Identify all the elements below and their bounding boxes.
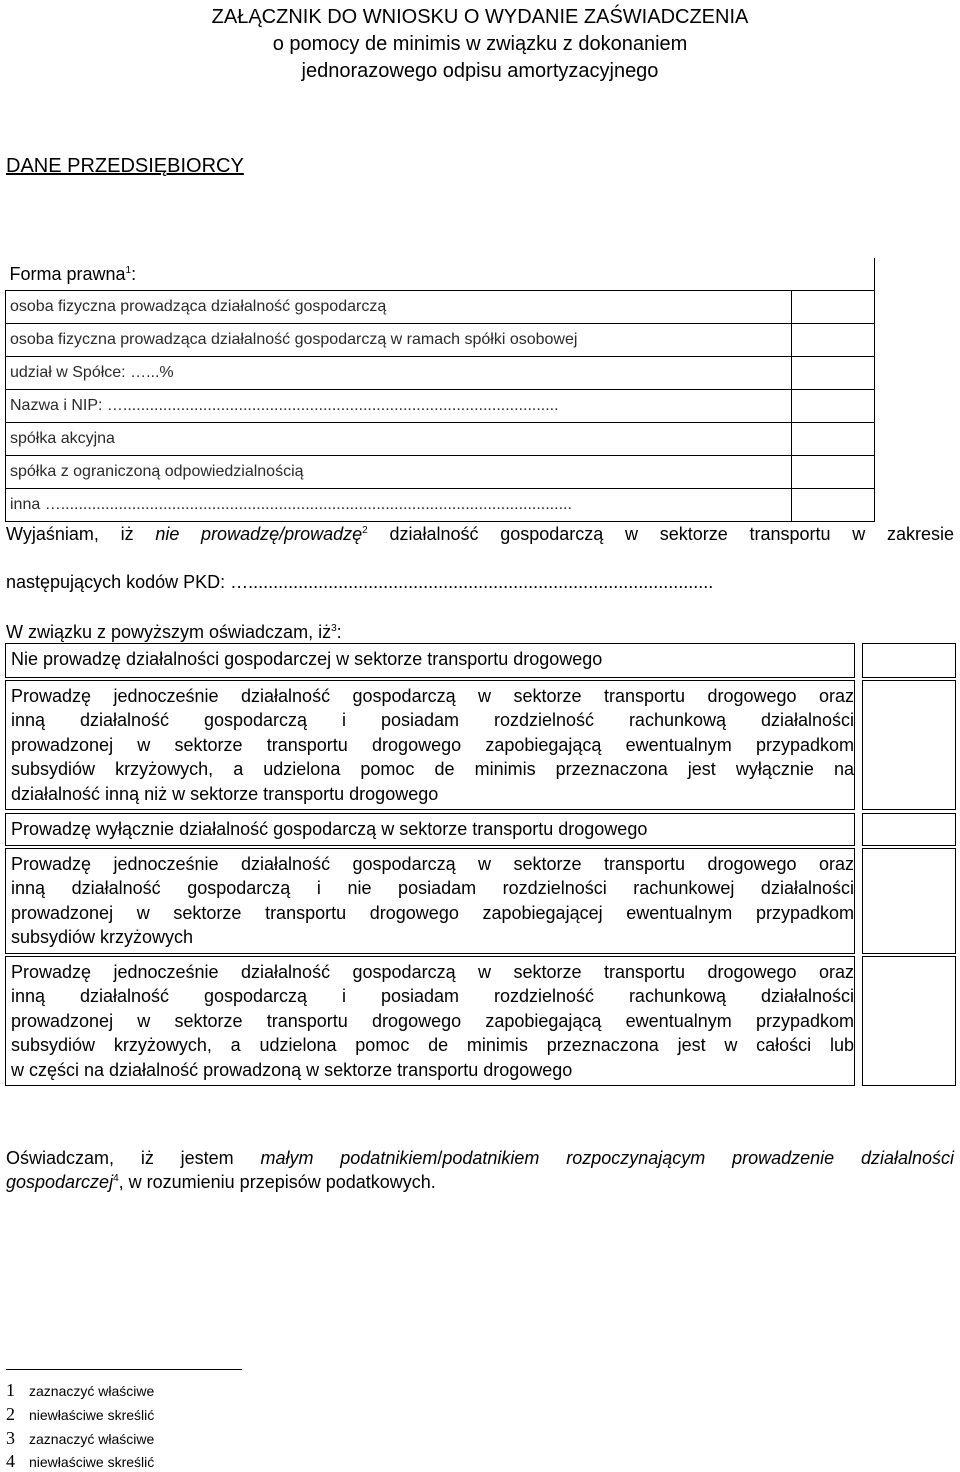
legal-form-checkbox[interactable] [792, 489, 875, 522]
declaration-checkbox-2[interactable] [862, 680, 956, 810]
pkd-codes-field[interactable]: następujących kodów PKD: …............................................................................................. [6, 572, 714, 592]
legal-form-option: spółka akcyjna [6, 423, 792, 456]
legal-form-option: spółka z ograniczoną odpowiedzialnością [6, 456, 792, 489]
document-title-line-1: ZAŁĄCZNIK DO WNIOSKU O WYDANIE ZAŚWIADCZENIA [211, 6, 749, 28]
declaration-checkbox-5[interactable] [862, 956, 956, 1086]
footnote-separator [6, 1369, 242, 1370]
legal-form-label: Forma prawna$^1$: [6, 258, 875, 291]
strike-option-text: nie prowadzę/prowadzę [155, 524, 363, 544]
footnote-1: 1 zaznaczyć właściwe [6, 1380, 155, 1400]
transport-statement-line-1: Wyjaśniam, iż nie prowadzę/prowadzę$^2$ działalność gospodarczą w sektorze transportu w zakresie [6, 524, 954, 544]
declaration-option-4: Prowadzę jednocześnie działalność gospodarczą w sektorze transportu drogowego oraz inną działalność gospodarczą i nie posiadam rozdzielności rachunkowej działalności prowadzonej w sektorze transportu drogowego zapobiegającej ewentualnym przypadkom subsydiów krzyżowych [5, 848, 855, 954]
taxpayer-option-small: małym podatnikiem [260, 1148, 438, 1168]
legal-form-option: osoba fizyczna prowadząca działalność gospodarczą w ramach spółki osobowej [6, 324, 792, 357]
footnote-3: 3 zaznaczyć właściwe [6, 1428, 155, 1448]
declaration-checkbox-3[interactable] [862, 813, 956, 846]
declaration-checkbox-1[interactable] [862, 643, 956, 678]
footnote-ref-1: 1 [125, 264, 132, 276]
declaration-intro: W związku z powyższym oświadczam, $iż^3$: [6, 622, 342, 642]
legal-form-checkbox[interactable] [792, 390, 875, 423]
document-title-line-2: o pomocy de minimis w związku z dokonaniem [272, 33, 688, 55]
legal-form-option: osoba fizyczna prowadząca działalność gospodarczą [6, 291, 792, 324]
taxpayer-option-starting: podatnikiem rozpoczynającym prowadzenie działalności [442, 1148, 955, 1168]
legal-form-checkbox[interactable] [792, 423, 875, 456]
taxpayer-statement-line-1: Oświadczam, iż jestem małym podatnikiem/podatnikiem rozpoczynającym prowadzenie działalności [6, 1148, 955, 1168]
footnote-4: 4 niewłaściwe skreślić [6, 1451, 155, 1471]
legal-form-checkbox[interactable] [792, 357, 875, 390]
declaration-option-1: Nie prowadzę działalności gospodarczej w sektorze transportu drogowego [5, 643, 855, 678]
legal-form-checkbox[interactable] [792, 291, 875, 324]
share-in-company-field[interactable]: udział w Spółce: …...% [6, 357, 792, 390]
legal-form-checkbox[interactable] [792, 324, 875, 357]
footnote-ref-2: 2 [362, 525, 368, 536]
other-legal-form-field[interactable]: inna …................................................................................................................... [6, 489, 792, 522]
footnote-ref-3: 3 [331, 623, 337, 634]
declaration-option-5: Prowadzę jednocześnie działalność gospodarczą w sektorze transportu drogowego oraz inną działalność gospodarczą i posiadam rozdzielność rachunkową działalności prowadzonej w sektorze transportu drogowego zapobiegającą ewentualnym przypadkom subsydiów krzyżowych, a udzielona pomoc de minimis przeznaczona jest w całości lub w części na działalność prowadzoną w sektorze transportu drogowego [5, 956, 855, 1086]
name-and-nip-field[interactable]: Nazwa i NIP: ….................................................................................................. [6, 390, 792, 423]
document-title-line-3: jednorazowego odpisu amortyzacyjnego [301, 60, 659, 82]
declaration-checkbox-4[interactable] [862, 848, 956, 954]
footnote-ref-4: 4 [113, 1173, 119, 1184]
declaration-option-3: Prowadzę wyłącznie działalność gospodarczą w sektorze transportu drogowego [5, 813, 855, 846]
section-heading: DANE PRZEDSIĘBIORCY [6, 155, 244, 177]
declaration-option-2: Prowadzę jednocześnie działalność gospodarczą w sektorze transportu drogowego oraz inną działalność gospodarczą i posiadam rozdzielność rachunkową działalności prowadzonej w sektorze transportu drogowego zapobiegającą ewentualnym przypadkom subsydiów krzyżowych, a udzielona pomoc de minimis przeznaczona jest wyłącznie na działalność inną niż w sektorze transportu drogowego [5, 680, 855, 810]
legal-form-checkbox[interactable] [792, 456, 875, 489]
footnote-2: 2 niewłaściwe skreślić [6, 1404, 155, 1424]
taxpayer-statement-line-2: gospodarczej$^4$, w rozumieniu przepisów podatkowych. [6, 1172, 436, 1192]
legal-form-table [5, 258, 875, 522]
